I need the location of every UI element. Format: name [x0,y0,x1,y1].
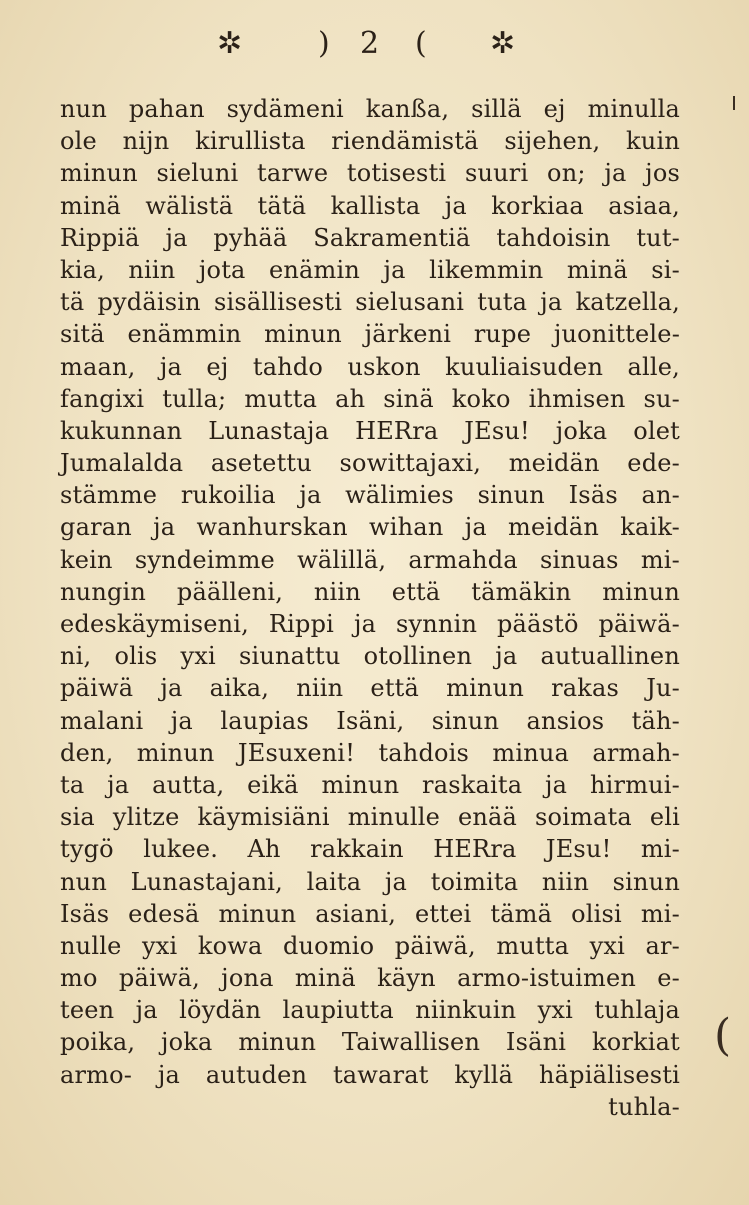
margin-tick-mark [733,96,735,110]
text-line: sia ylitze käymisiäni minulle enää soimata eli [60,803,680,832]
text-line: ni, olis yxi siunattu otollinen ja autuallinen [60,642,680,671]
text-line: tygö lukee. Ah rakkain HERra JEsu! mi- [60,835,680,864]
text-line: minun sieluni tarwe totisesti suuri on; ja jos [60,159,680,188]
text-line: stämme rukoilia ja wälimies sinun Isäs an- [60,481,680,510]
text-line: Jumalalda asetettu sowittajaxi, meidän ede- [60,449,680,478]
catchword: tuhla- [608,1092,680,1121]
text-line: den, minun JEsuxeni! tahdois minua armah- [60,738,680,767]
text-line: malani ja laupias Isäni, sinun ansios täh- [60,706,680,735]
text-line: fangixi tulla; mutta ah sinä koko ihmisen su- [60,384,680,413]
text-line: nulle yxi kowa duomio päiwä, mutta yxi ar- [60,931,680,960]
page-number: 2 [360,26,380,61]
text-line: maan, ja ej tahdo uskon kuuliaisuden alle, [60,352,680,381]
text-line: edeskäymiseni, Rippi ja synnin päästö päiwä- [60,610,680,638]
text-line: poika, joka minun Taiwallisen Isäni korkiat [60,1028,680,1057]
text-line: teen ja löydän laupiutta niinkuin yxi tuhlaja [60,996,680,1025]
text-line: kein syndeimme wälillä, armahda sinuas mi- [60,545,680,574]
text-line: Isäs edesä minun asiani, ettei tämä olisi mi- [60,899,680,928]
margin-bracket-mark: ( [714,1010,732,1061]
text-line: ole nijn kirullista riendämistä sijehen, kuin [60,127,680,156]
page-header [0,20,749,70]
text-line: kia, niin jota enämin ja likemmin minä si- [60,255,680,284]
right-ornament-icon: ✲ [490,26,516,61]
text-line: mo päiwä, jona minä käyn armo-istuimen e- [60,964,680,993]
text-line: Rippiä ja pyhää Sakramentiä tahdoisin tut- [60,223,680,252]
text-line: päiwä ja aika, niin että minun rakas Ju- [60,674,680,703]
text-line: nun Lunastajani, laita ja toimita niin sinun [60,867,680,896]
text-line: ta ja autta, eikä minun raskaita ja hirmui- [60,770,680,799]
left-bracket: ) [318,26,330,61]
text-line: tä pydäisin sisällisesti sielusani tuta ja katzella, [60,288,680,317]
text-line: nungin päälleni, niin että tämäkin minun [60,577,680,606]
text-line: minä wälistä tätä kallista ja korkiaa asiaa, [60,191,680,220]
body-text [60,93,680,1123]
text-line: armo- ja autuden tawarat kyllä häpiälisesti [60,1060,680,1089]
text-line: sitä enämmin minun järkeni rupe juonittele- [60,320,680,349]
left-ornament-icon: ✲ [217,26,243,61]
text-line: kukunnan Lunastaja HERra JEsu! joka olet [60,416,680,445]
text-line: garan ja wanhurskan wihan ja meidän kaik- [60,513,680,542]
right-bracket: ( [415,26,427,61]
text-line: nun pahan sydämeni kanßa, sillä ej minulla [60,95,680,123]
